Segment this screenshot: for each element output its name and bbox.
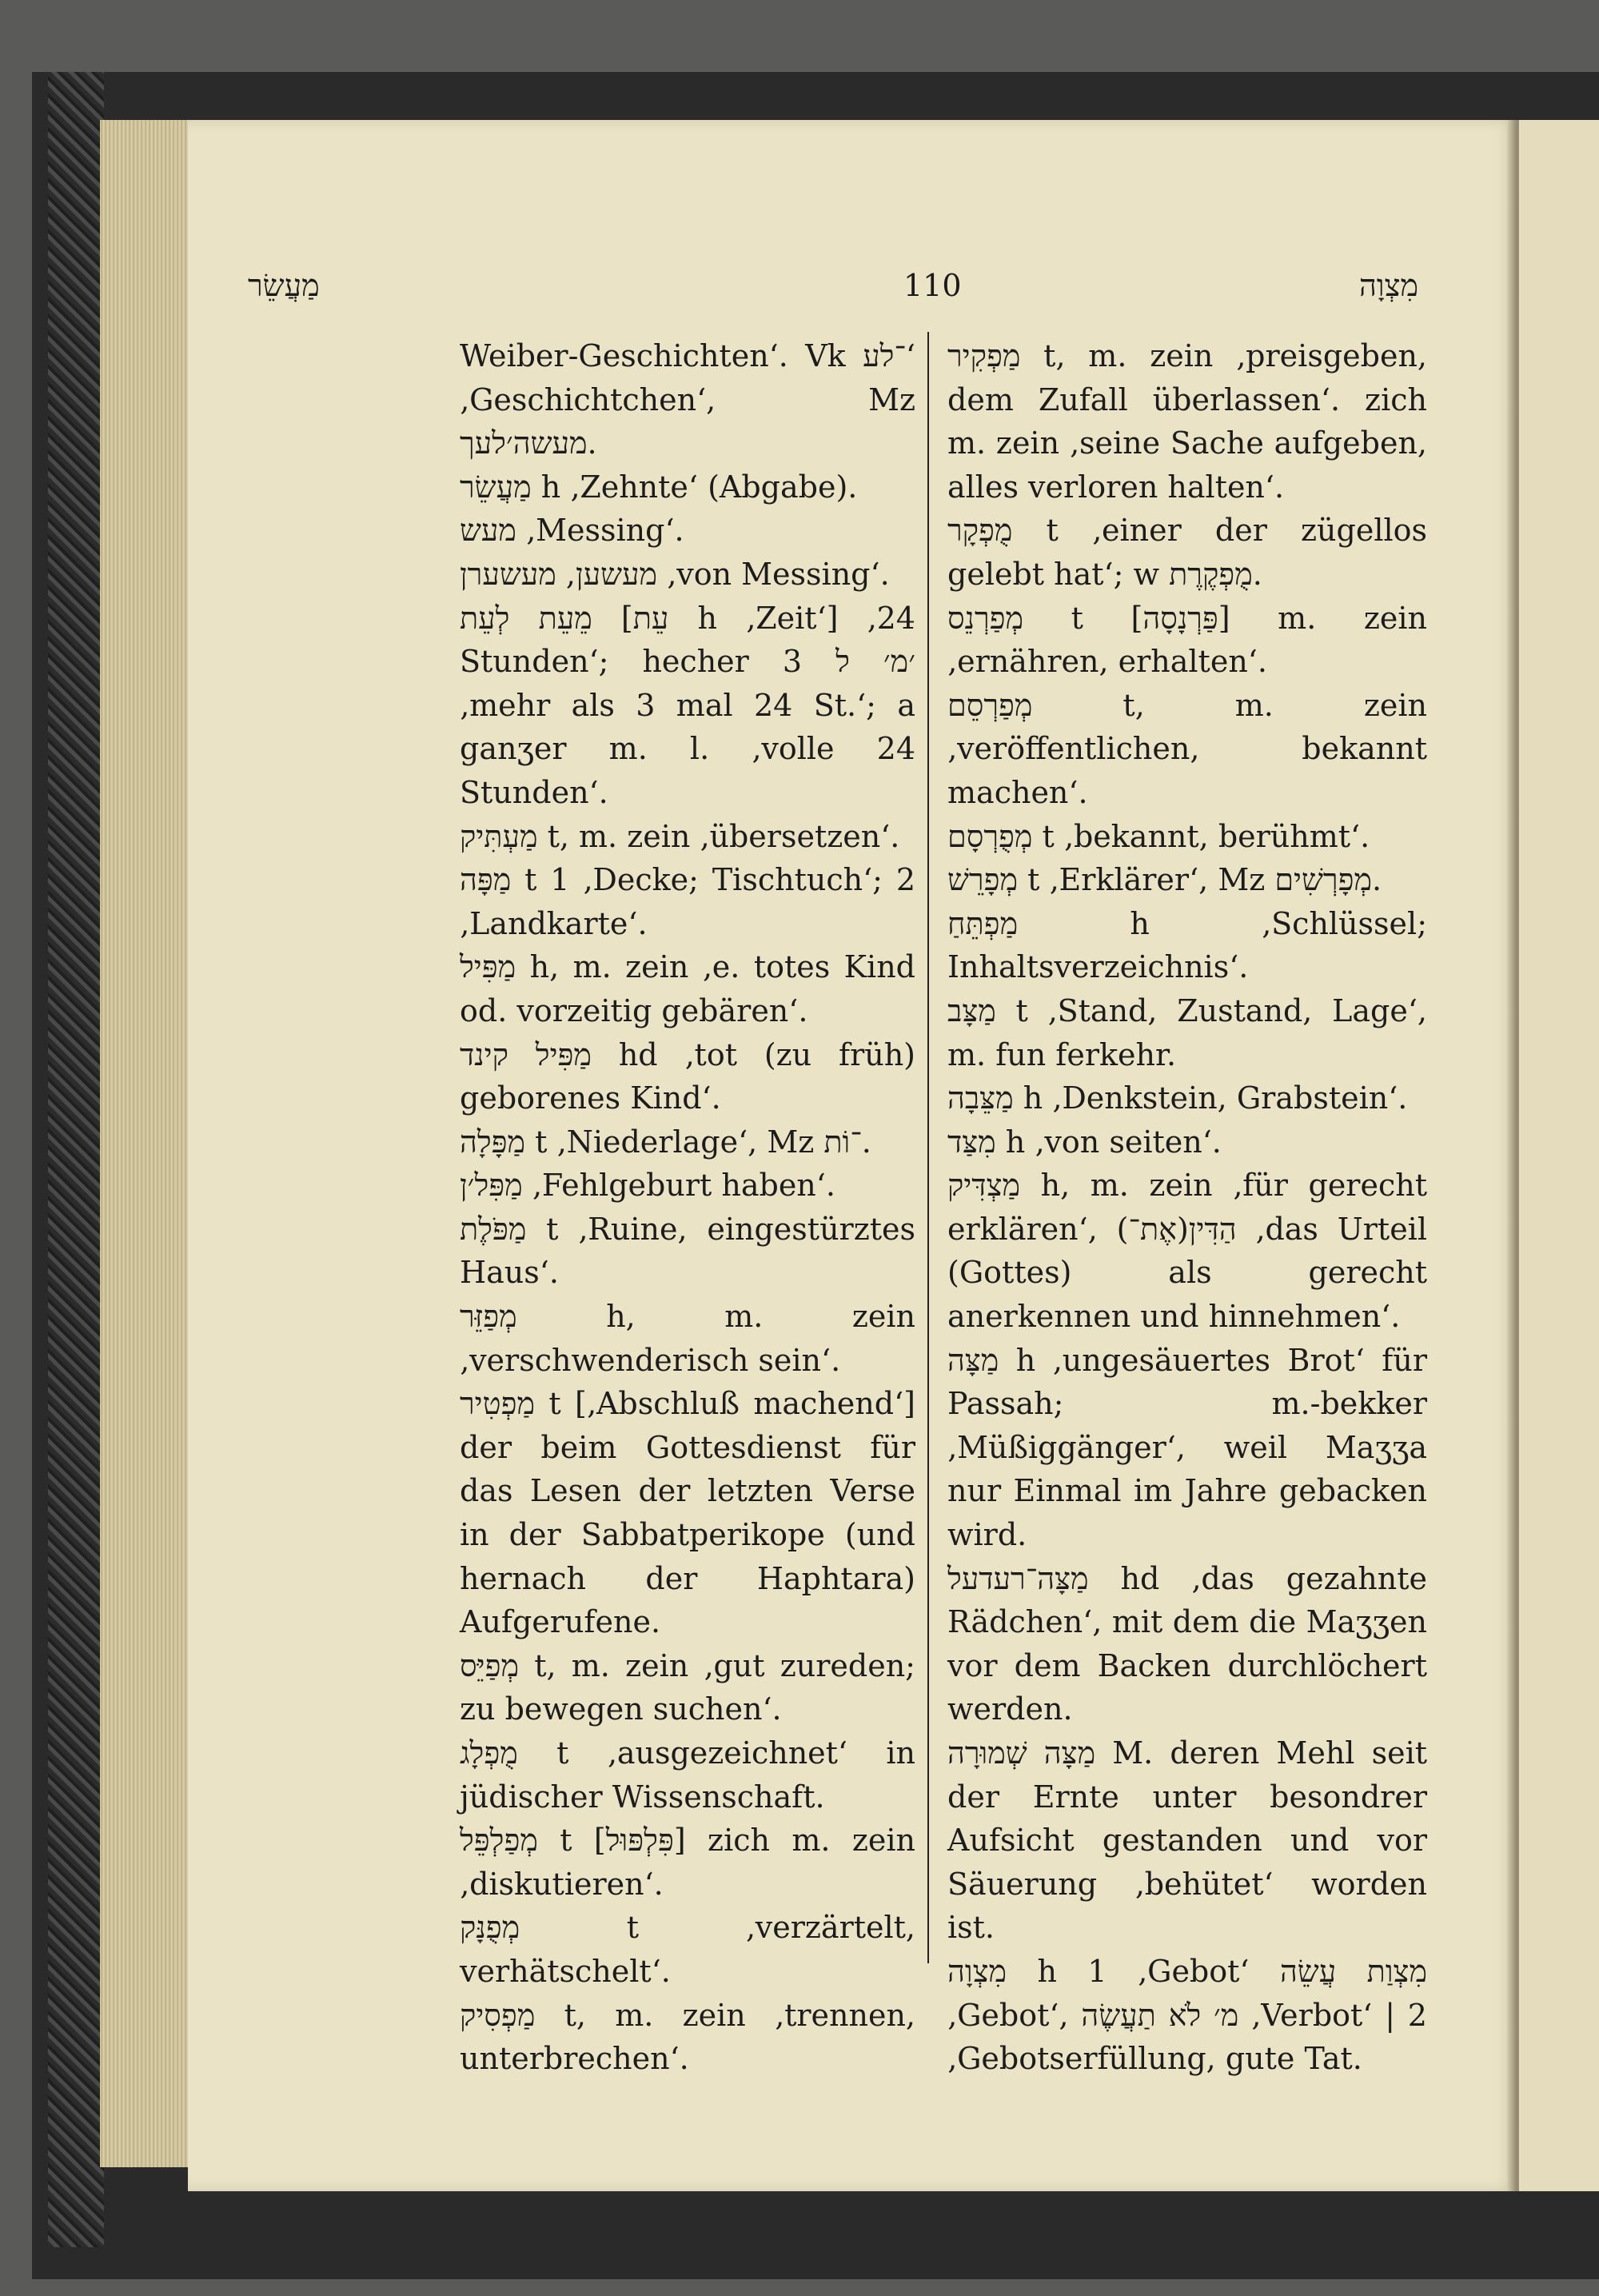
entry: מַצְדִּיק h, m. zein ‚für gerecht erklären‘, (אֶת־)הַדִּין ‚das Urteil (Gottes) als gerecht anerkennen und hinnehmen‘. [947, 1168, 1427, 1335]
entry: מִצְוָה h 1 ‚Gebot‘ מִצְוַת עֲשֵׂה ‚Gebot‘, מ׳ לֹא תַעֲשֶׂה ‚Verbot‘ | 2 ‚Gebotserfüllung, gute Tat. [947, 1953, 1427, 2077]
entry: מַצָּה־רעדעל hd ‚das gezahnte Rädchen‘, mit dem die Maʒʒen vor dem Backen durchlöchert werden. [947, 1560, 1427, 1727]
entry: מְפַרְנֵס t [פַּרְנָסָה] m. zein ‚ernähren, erhalten‘. [947, 600, 1427, 680]
entry: מַפֹּלֶת t ‚Ruine, eingestürztes Haus‘. [460, 1211, 915, 1291]
entry: מֻפְלָג t ‚ausgezeichnet‘ in jüdischer Wissenschaft. [460, 1735, 915, 1815]
left-column [460, 334, 915, 2081]
entry: מֵעֵת לְעֵת [עֵת h ‚Zeit‘] ‚24 Stunden‘; hecher 3 ׳מ׳ ל ‚mehr als 3 mal 24 St.‘; a ganʒer m. l. ‚volle 24 Stunden‘. [460, 600, 915, 810]
column-divider [927, 332, 929, 1963]
entry: Weiber-Geschichten‘. Vk ־לע‘ ‚Geschichtchen‘, Mz מעשה׳לעך. [460, 338, 915, 461]
entry: מַצָּה שְׁמוּרָה M. deren Mehl seit der Ernte unter besondrer Aufsicht gestanden und vor Säuerung ‚behütet‘ worden ist. [947, 1735, 1428, 1946]
entry: מַפְקִיר t, m. zein ‚preisgeben, dem Zufall überlassen‘. zich m. zein ‚seine Sache aufgeben, alles verloren halten‘. [947, 338, 1427, 505]
entry: מְפַלְפֵּל t [פִּלְפּוּל] zich m. zein ‚diskutieren‘. [460, 1823, 915, 1902]
entry: מֻפְקָר t ‚einer der zügellos gelebt hat‘; w מֻפְקֶרֶת. [947, 513, 1427, 592]
entry: מְפַרְסֵם t, m. zein ‚veröffentlichen, bekannt machen‘. [947, 687, 1427, 810]
running-head-left: מַעֲשֵׂר [248, 268, 320, 303]
book-spine [48, 72, 104, 2247]
entry: מעשען, מעשערן ‚von Messing‘. [460, 556, 890, 592]
entry: מַפָּה t 1 ‚Decke; Tischtuch‘; 2 ‚Landkarte‘. [460, 862, 915, 941]
entry: מַפִּיל h, m. zein ‚e. totes Kind od. vorzeitig gebären‘. [460, 949, 915, 1028]
running-head-right: מִצְוָה [1359, 268, 1419, 303]
entry: מַצָּה h ‚ungesäuertes Brot‘ für Passah; m.-bekker ‚Müßiggänger‘, weil Maʒʒa nur Einmal im Jahre gebacken wird. [947, 1342, 1427, 1553]
page-header [0, 268, 1599, 316]
entry: מַעְתִּיק t, m. zein ‚übersetzen‘. [460, 818, 900, 854]
entry: מְפֻרְסָם t ‚bekannt, berühmt‘. [947, 818, 1370, 854]
entry: מְפַזֵּר h, m. zein ‚verschwenderisch sein‘. [460, 1299, 915, 1378]
entry: מַצָּב t ‚Stand, Zustand, Lage‘, m. fun ferkehr. [947, 992, 1427, 1072]
entry: מִצַּד h ‚von seiten‘. [947, 1124, 1222, 1160]
next-page-edge [1519, 120, 1599, 2191]
entry: מַפִּיל קינד hd ‚tot (zu früh) geborenes Kind‘. [460, 1036, 916, 1116]
entry: מַפְתֵּחַ h ‚Schlüssel; Inhaltsverzeichnis‘. [947, 905, 1427, 985]
entry: מְפַיֵּס t, m. zein ‚gut zureden; zu bewegen suchen‘. [460, 1647, 915, 1727]
entry: מַפִּל׳ן ‚Fehlgeburt haben‘. [460, 1168, 835, 1204]
entry: מַפְטִיר t [‚Abschluß machend‘] der beim Gottesdienst für das Lesen der letzten Verse in der Sabbatperikope (und hernach der Haphtara) Aufgerufene. [460, 1386, 915, 1640]
entry: מַעֲשֵׂר h ‚Zehnte‘ (Abgabe). [460, 469, 858, 505]
entry: מְפָרֵשׁ t ‚Erklärer‘, Mz מְפָרְשִׁים. [947, 862, 1382, 898]
entry: מעש ‚Messing‘. [460, 513, 684, 549]
entry: מַצֵּבָה h ‚Denkstein, Grabstein‘. [947, 1080, 1408, 1116]
entry: מַפְסִיק t, m. zein ‚trennen, unterbrechen‘. [460, 1997, 915, 2077]
page-number: 110 [903, 268, 962, 303]
right-column [947, 334, 1427, 2081]
entry: מְפֻנָּק t ‚verzärtelt, verhätschelt‘. [460, 1910, 915, 1989]
entry: מַפָּלָה t ‚Niederlage‘, Mz ־וֹת. [460, 1124, 871, 1160]
page-edges [100, 120, 188, 2167]
